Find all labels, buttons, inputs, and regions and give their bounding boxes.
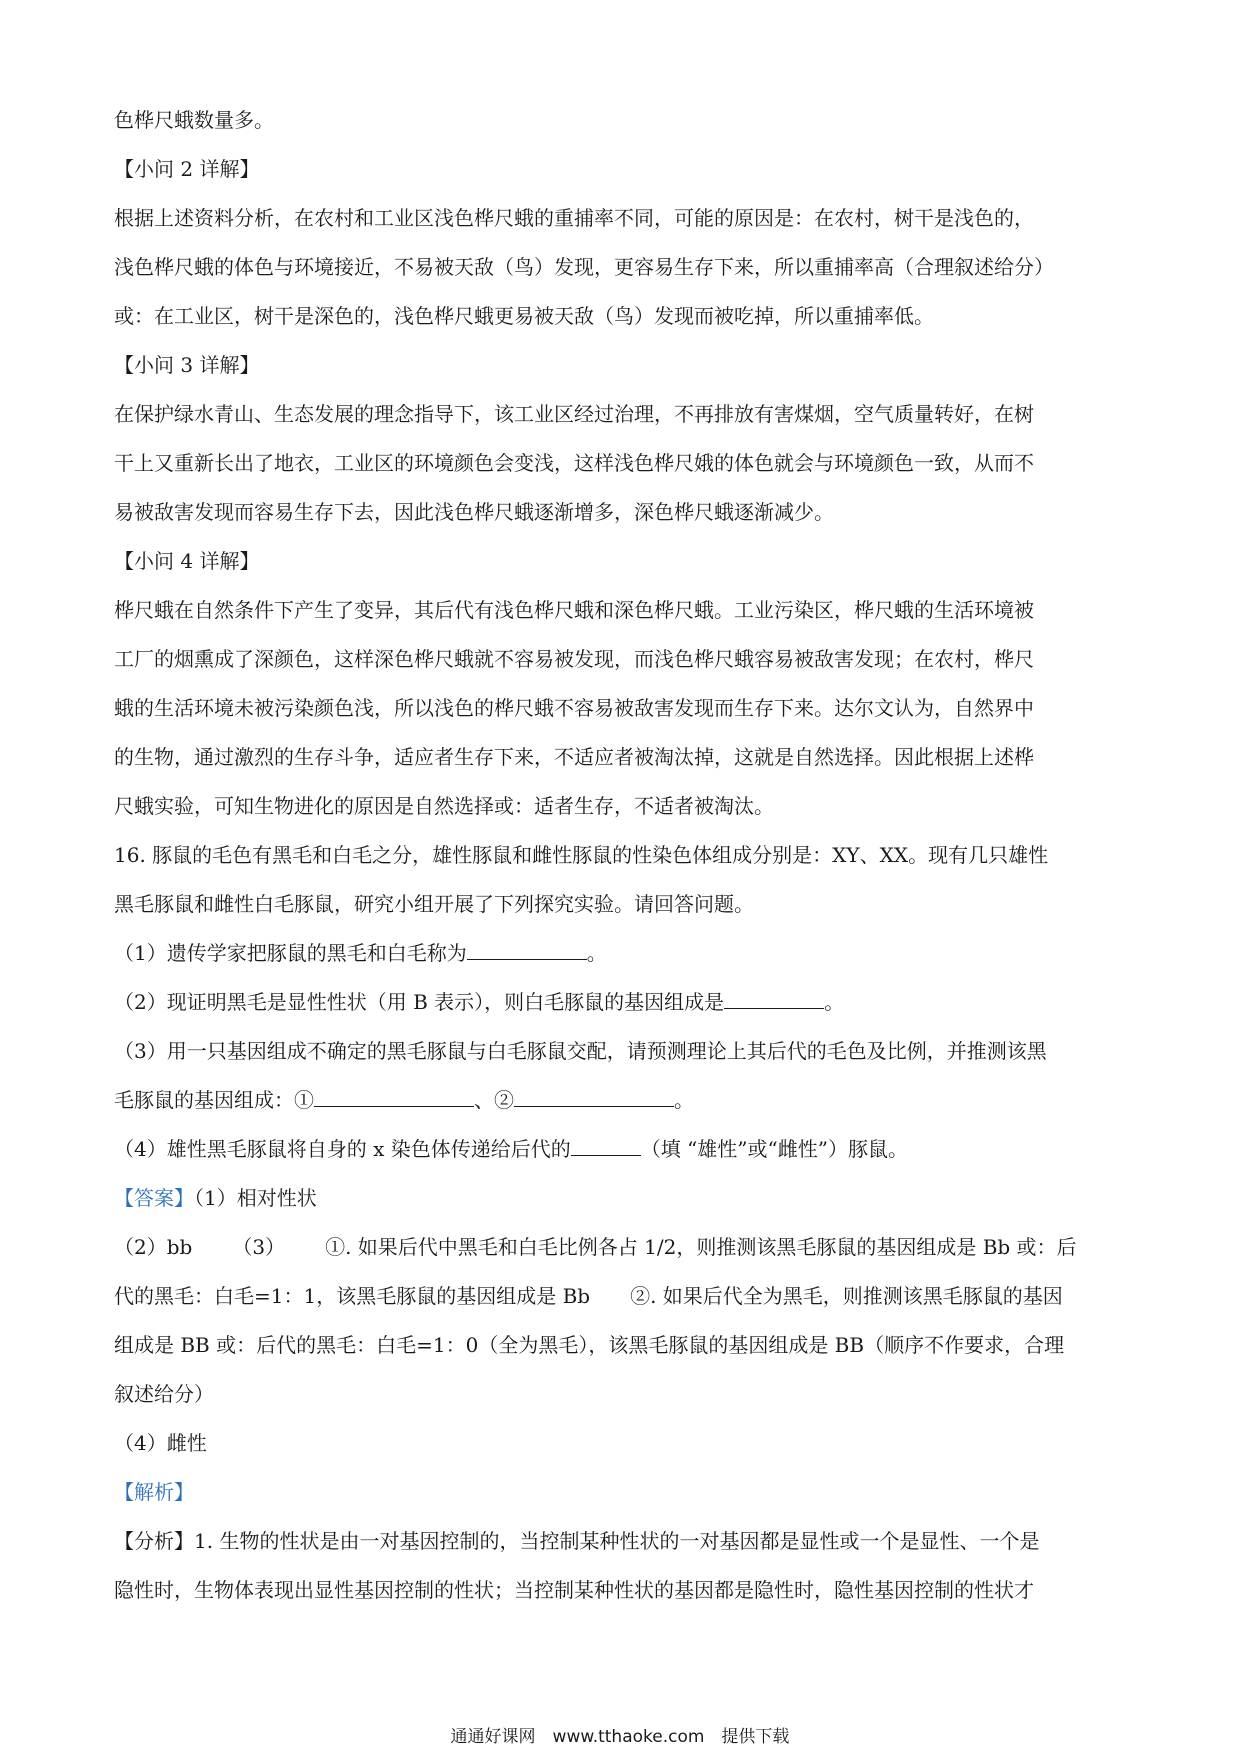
answer-blank [314, 1084, 474, 1107]
question-16-line: 16. 豚鼠的毛色有黑毛和白毛之分，雄性豚鼠和雌性豚鼠的性染色体组成分别是：XY、XX。现有几只雄性 [114, 843, 1049, 867]
analysis-tag-line [114, 1468, 1134, 1517]
text-line: 的生物，通过激烈的生存斗争，适应者生存下来，不适应者被淘汰掉，这就是自然选择。因此根据上述桦 [114, 745, 1034, 769]
analysis-tag: 【解析】 [114, 1480, 194, 1504]
sub-question-2 [114, 978, 1134, 1027]
analysis-line [114, 1517, 1134, 1566]
answer-line [114, 1174, 1134, 1223]
text-line: 干上又重新长出了地衣，工业区的环境颜色会变浅，这样浅色桦尺娥的体色就会与环境颜色一致，从而不 [114, 451, 1034, 475]
page-footer: 通通好课网 www.tthaoke.com 提供下载 [450, 1727, 790, 1747]
question-text: 。 [586, 941, 607, 965]
answer-blank [571, 1133, 641, 1156]
question-text: 、② [474, 1088, 514, 1112]
question-text: （1）遗传学家把豚鼠的黑毛和白毛称为 [114, 941, 467, 965]
text-line: 浅色桦尺蛾的体色与环境接近，不易被天敌（鸟）发现，更容易生存下来，所以重捕率高（合理叙述给分） [114, 255, 1054, 279]
sub-question-3-cont [114, 1076, 1134, 1125]
answer-text: （3） [232, 1235, 286, 1259]
question-text: 。 [674, 1088, 694, 1112]
question-text: （填 “雄性”或“雌性”）豚鼠。 [640, 1137, 908, 1161]
answer-line [114, 1223, 1134, 1272]
sub-question-3: （3）用一只基因组成不确定的黑毛豚鼠与白毛豚鼠交配，请预测理论上其后代的毛色及比例，并推测该黑 [114, 1039, 1047, 1063]
section-heading: 【小问 3 详解】 [114, 353, 260, 377]
answer-line: 叙述给分） [114, 1382, 214, 1406]
text-line: 色桦尺蛾数量多。 [114, 108, 274, 132]
text-line: 工厂的烟熏成了深颜色，这样深色桦尺蛾就不容易被发现，而浅色桦尺蛾容易被敌害发现；在农村，桦尺 [114, 647, 1034, 671]
answer-blank [724, 986, 824, 1009]
text-line: 易被敌害发现而容易生存下去，因此浅色桦尺蛾逐渐增多，深色桦尺蛾逐渐减少。 [114, 500, 834, 524]
text-line: 在保护绿水青山、生态发展的理念指导下，该工业区经过治理，不再排放有害煤烟，空气质量转好，在树 [114, 402, 1034, 426]
answer-line: 组成是 BB 或：后代的黑毛：白毛=1：0（全为黑毛），该黑毛豚鼠的基因组成是 BB（顺序不作要求，合理 [114, 1333, 1065, 1357]
answer-text: ①. 如果后代中黑毛和白毛比例各占 1/2，则推测该黑毛豚鼠的基因组成是 Bb 或：后 [325, 1235, 1077, 1259]
sub-question-1 [114, 929, 1134, 978]
text-line: 蛾的生活环境未被污染颜色浅，所以浅色的桦尺蛾不容易被敌害发现而生存下来。达尔文认为，自然界中 [114, 696, 1034, 720]
section-heading: 【小问 4 详解】 [114, 549, 260, 573]
answer-text: （1）相对性状 [194, 1186, 317, 1210]
answer-line: 代的黑毛：白毛=1：1，该黑毛豚鼠的基因组成是 Bb ②. 如果后代全为黑毛，则推测该黑毛豚鼠的基因 [114, 1284, 1063, 1308]
text-line: 桦尺蛾在自然条件下产生了变异，其后代有浅色桦尺蛾和深色桦尺蛾。工业污染区，桦尺蛾的生活环境被 [114, 598, 1034, 622]
question-text: （4）雄性黑毛豚鼠将自身的 x 染色体传递给后代的 [114, 1137, 571, 1161]
analysis-line: 隐性时，生物体表现出显性基因控制的性状；当控制某种性状的基因都是隐性时，隐性基因控制的性状才 [114, 1578, 1034, 1602]
text-line: 根据上述资料分析，在农村和工业区浅色桦尺蛾的重捕率不同，可能的原因是：在农村，树干是浅色的， [114, 206, 1034, 230]
text-line: 或：在工业区，树干是深色的，浅色桦尺蛾更易被天敌（鸟）发现而被吃掉，所以重捕率低。 [114, 304, 934, 328]
question-text: （2）现证明黑毛是显性性状（用 B 表示），则白毛豚鼠的基因组成是 [114, 990, 725, 1014]
answer-line: （4）雌性 [114, 1431, 207, 1455]
document-body [114, 96, 1134, 1615]
answer-tag: 【答案】 [114, 1186, 194, 1210]
sub-question-4 [114, 1125, 1134, 1174]
section-heading: 【小问 2 详解】 [114, 157, 260, 181]
answer-blank [514, 1084, 674, 1107]
answer-text: （2）bb [114, 1235, 193, 1259]
question-text: 。 [824, 990, 845, 1014]
analysis-text: 1. 生物的性状是由一对基因控制的，当控制某种性状的一对基因都是显性或一个是显性、一个是 [194, 1529, 1040, 1553]
question-16-line: 黑毛豚鼠和雌性白毛豚鼠，研究小组开展了下列探究实验。请回答问题。 [114, 892, 754, 916]
answer-blank [467, 937, 587, 960]
question-text: 毛豚鼠的基因组成：① [114, 1088, 314, 1112]
text-line: 尺蛾实验，可知生物进化的原因是自然选择或：适者生存，不适者被淘汰。 [114, 794, 774, 818]
analysis-label: 【分析】 [114, 1529, 194, 1553]
